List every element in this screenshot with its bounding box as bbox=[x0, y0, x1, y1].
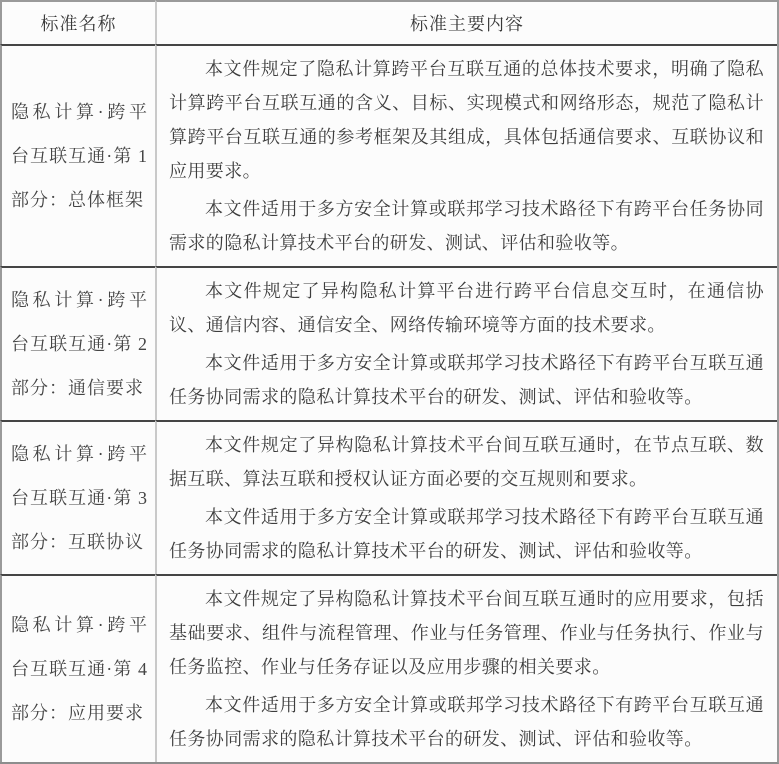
table-row bbox=[0, 44, 777, 266]
content-paragraph: 本文件规定了异构隐私计算平台进行跨平台信息交互时，在通信协议、通信内容、通信安全、网络传输环境等方面的技术要求。 bbox=[169, 281, 764, 335]
header-row bbox=[0, 0, 777, 44]
content-paragraph: 本文件适用于多方安全计算或联邦学习技术路径下有跨平台任务协同需求的隐私计算技术平台的研发、测试、评估和验收等。 bbox=[169, 199, 764, 253]
column-header-standard-content: 标准主要内容 bbox=[155, 0, 777, 44]
content-paragraph: 本文件适用于多方安全计算或联邦学习技术路径下有跨平台互联互通任务协同需求的隐私计算技术平台的研发、测试、评估和验收等。 bbox=[169, 507, 764, 561]
standard-name-part1: 隐私计算·跨平台互联互通·第 1 部分：总体框架 bbox=[0, 44, 155, 266]
content-paragraph: 本文件规定了异构隐私计算技术平台间互联互通时的应用要求，包括基础要求、组件与流程管理、作业与任务管理、作业与任务执行、作业与任务监控、作业与任务存证以及应用步骤的相关要求。 bbox=[169, 589, 764, 677]
standard-content-part1 bbox=[155, 44, 777, 266]
table-row bbox=[0, 266, 777, 420]
content-paragraph: 本文件规定了异构隐私计算技术平台间互联互通时，在节点互联、数据互联、算法互联和授权认证方面必要的交互规则和要求。 bbox=[169, 435, 764, 489]
content-paragraph: 本文件适用于多方安全计算或联邦学习技术路径下有跨平台互联互通任务协同需求的隐私计算技术平台的研发、测试、评估和验收等。 bbox=[169, 353, 764, 407]
standard-content-part3 bbox=[155, 420, 777, 574]
standard-name-part4: 隐私计算·跨平台互联互通·第 4 部分：应用要求 bbox=[0, 574, 155, 762]
standard-content-part4 bbox=[155, 574, 777, 762]
column-header-standard-name: 标准名称 bbox=[0, 0, 155, 44]
content-paragraph: 本文件规定了隐私计算跨平台互联互通的总体技术要求，明确了隐私计算跨平台互联互通的含义、目标、实现模式和网络形态，规范了隐私计算跨平台互联互通的参考框架及其组成，具体包括通信要求、互联协议和应用要求。 bbox=[169, 59, 764, 181]
table-row bbox=[0, 420, 777, 574]
standard-name-part3: 隐私计算·跨平台互联互通·第 3 部分：互联协议 bbox=[0, 420, 155, 574]
standard-content-part2 bbox=[155, 266, 777, 420]
standard-name-part2: 隐私计算·跨平台互联互通·第 2 部分：通信要求 bbox=[0, 266, 155, 420]
content-paragraph: 本文件适用于多方安全计算或联邦学习技术路径下有跨平台互联互通任务协同需求的隐私计算技术平台的研发、测试、评估和验收等。 bbox=[169, 695, 764, 749]
table-row bbox=[0, 574, 777, 762]
